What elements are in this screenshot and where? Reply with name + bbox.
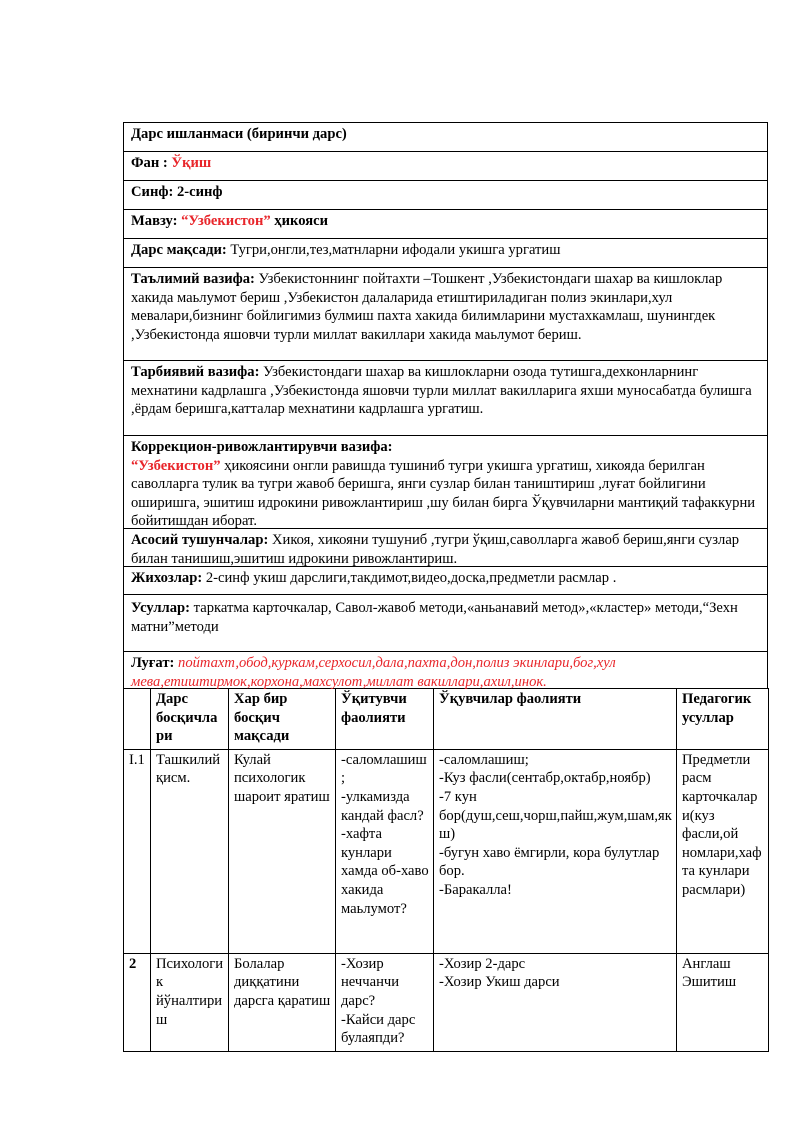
concepts-text: Хикоя, хикояни тушуниб ,тугри ўқиш,саволларга жавоб бериш,янги сузлар билан танишиш,эшитиш идрокини ривожлантириш. <box>131 532 740 567</box>
correction-task-highlight: “Узбекистон” <box>131 457 221 474</box>
student-line: -Куз фасли(сентабр,октабр,ноябр) <box>439 770 651 787</box>
educational-task-row <box>123 267 768 360</box>
correction-task-text: ҳикоясини онгли равишда тушиниб тугри укишга ургатиш, хикояда берилган саволларга тулик ва тугри жавоб беришга, янги сузлар билан таништириш ,луғат бойлигини оширишга, эшитиш идрокини ривожлантириш ,шу билан бирга Ўқувчиларни мантиқий тафаккурни бойитишдан иборат. <box>131 457 756 530</box>
lesson-stages-table <box>123 688 769 1052</box>
topic-value: “Узбекистон” <box>181 213 271 229</box>
student-line: -7 кун бор(душ,сеш,чорш,пайш,жум,шам,якш) <box>439 788 672 843</box>
teacher-line: -Кайси дарс булаяпди? <box>341 1011 416 1047</box>
header-methods: Педагогик усуллар <box>677 689 769 750</box>
teacher-line: -хафта кунлари хамда об-хаво хакида маьлумот? <box>341 826 429 917</box>
class-label: Синф: 2-синф <box>131 184 223 200</box>
methods-text: таркатма карточкалар, Савол-жавоб методи,«аньанавий метод»,«кластер» методи,“Зехн матни”методи <box>131 600 738 635</box>
vocabulary-text: пойтахт,обод,куркам,серхосил,дала,пахта,дон,полиз экинлари,бог,хул мева,етиштирмок,корхона,махсулот,миллат вакиллари,ахил,инок. <box>131 655 616 690</box>
teacher-line: -саломлашиш; <box>341 751 427 787</box>
subject-value: Ўқиш <box>171 155 212 171</box>
educational-task-text: Узбекистоннинг пойтахти –Тошкент ,Узбекистондаги шахар ва кишлоклар хакида маьлумот бериш ,Узбекистон далаларида етиштириладиган полиз экинлари,хул мевалари,бизнинг бойлигимиз булмиш пахта хакида билимларини мустахкамлаш, шунингдек ,Узбекистонда яшовчи турли миллат вакиллари хакида маьлумот бериш. <box>131 271 723 343</box>
educational-task-label: Таълимий вазифа: <box>131 271 259 287</box>
student-line: -Баракалла! <box>439 881 512 898</box>
vocabulary-label: Луғат: <box>131 655 179 671</box>
row-stage: Ташкилий қисм. <box>151 749 229 953</box>
plan-title-row <box>123 122 768 151</box>
methods-row <box>123 594 768 651</box>
teacher-line: -улкамизда кандай фасл? <box>341 788 424 824</box>
topic-row <box>123 209 768 238</box>
upbringing-task-row <box>123 360 768 435</box>
plan-title: Дарс ишланмаси (биринчи дарс) <box>131 126 347 142</box>
lesson-plan-document <box>123 122 768 1052</box>
row-num: I.1 <box>124 749 151 953</box>
table-row <box>124 953 769 1051</box>
row-teacher <box>336 953 434 1051</box>
header-students: Ўқувчилар фаолияти <box>434 689 677 750</box>
correction-task-label: Коррекцион-ривожлантирувчи вазифа: <box>131 439 393 455</box>
methods-label: Усуллар: <box>131 600 194 616</box>
class-row <box>123 180 768 209</box>
concepts-row <box>123 528 768 566</box>
topic-label: Мавзу: <box>131 213 182 229</box>
header-goal: Хар бир босқич мақсади <box>229 689 336 750</box>
row-goal: Болалар диққатини дарсга қаратиш <box>229 953 336 1051</box>
row-students <box>434 749 677 953</box>
teacher-line: -Хозир неччанчи дарс? <box>341 955 400 1009</box>
vocabulary-row <box>123 651 768 688</box>
subject-row <box>123 151 768 180</box>
goal-row <box>123 238 768 267</box>
row-stage: Психологик йўналтириш <box>151 953 229 1051</box>
table-header-row <box>124 689 769 750</box>
goal-label: Дарс мақсади: <box>131 242 231 258</box>
header-stage: Дарс босқичлари <box>151 689 229 750</box>
goal-text: Тугри,онгли,тез,матнларни ифодали укишга ургатиш <box>230 242 561 258</box>
row-methods: Предметли расм карточкалари(куз фасли,ой номлари,хафта кунлари расмлари) <box>677 749 769 953</box>
header-teacher: Ўқитувчи фаолияти <box>336 689 434 750</box>
row-goal: Кулай психологик шароит яратиш <box>229 749 336 953</box>
row-students <box>434 953 677 1051</box>
upbringing-task-label: Тарбиявий вазифа: <box>131 364 264 380</box>
student-line: -саломлашиш; <box>439 751 529 768</box>
subject-label: Фан : <box>131 155 172 171</box>
equipment-label: Жихозлар: <box>131 570 206 586</box>
equipment-row <box>123 566 768 594</box>
student-line: -бугун хаво ёмгирли, кора булутлар бор. <box>439 844 660 880</box>
row-teacher <box>336 749 434 953</box>
student-line: -Хозир 2-дарс <box>439 955 526 972</box>
correction-task-row <box>123 435 768 528</box>
upbringing-task-text: Узбекистондаги шахар ва кишлокларни озода тутишга,дехконларнинг мехнатини кадрлашга ,Узбекистонда яшовчи турли миллат вакилларига яхши муносабатда булишга ,ёрдам беришга,катталар мехнатини кадрлашга ургатиш. <box>131 364 752 418</box>
table-row <box>124 749 769 953</box>
header-num <box>124 689 151 750</box>
equipment-text: 2-синф укиш дарслиги,такдимот,видео,доска,предметли расмлар . <box>205 570 617 586</box>
topic-suffix: ҳикояси <box>270 213 329 229</box>
row-methods: Англаш Эшитиш <box>677 953 769 1051</box>
row-num: 2 <box>124 953 151 1051</box>
student-line: -Хозир Укиш дарси <box>439 974 560 991</box>
concepts-label: Асосий тушунчалар: <box>131 532 272 548</box>
